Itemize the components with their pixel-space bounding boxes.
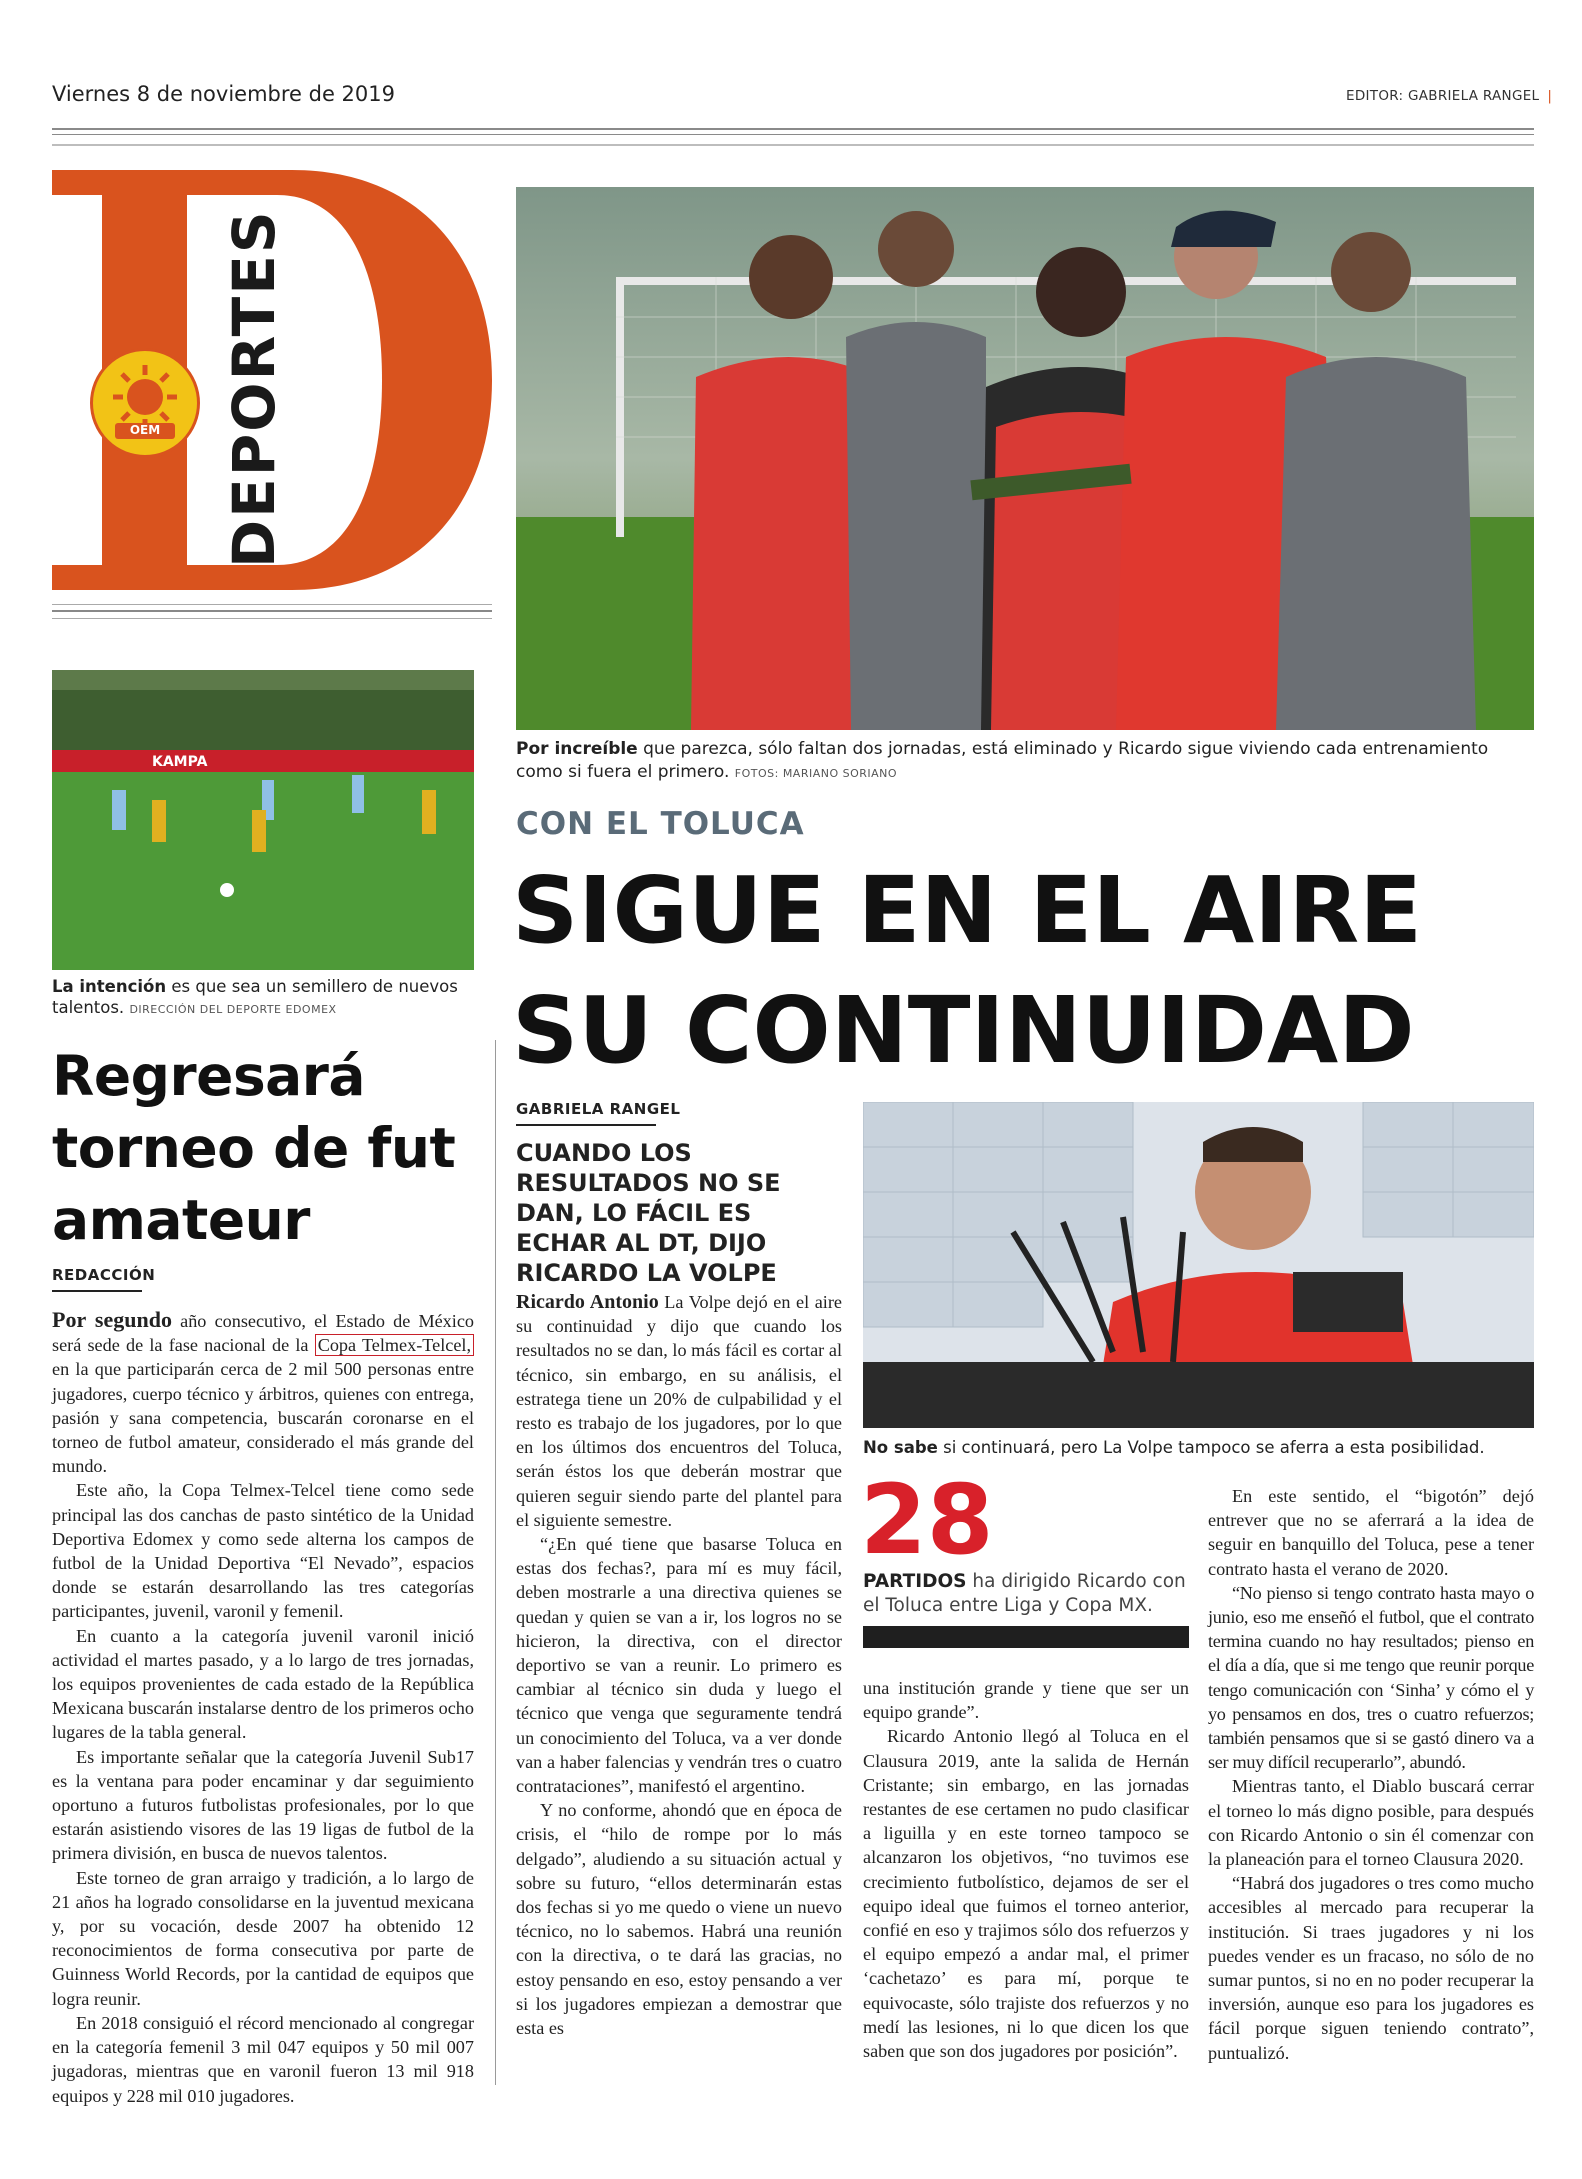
press-caption-bold: No sabe [863, 1438, 938, 1457]
press-photo-caption [863, 1436, 1534, 1459]
main-caption-text: que parezca, sólo faltan dos jornadas, está eliminado y Ricardo sigue viviendo cada entrenamiento como si fuera el primero. [516, 739, 1489, 782]
main-col2-paragraph-2: Ricardo Antonio llegó al Toluca en el Clausura 2019, ante la salida de Hernán Cristante; sin embargo, en las jornadas restantes de ese certamen no pudo clasificar a liguilla y en este torneo tampoco se alcanzaron los objetivos, “no tuvimos ese crecimiento futbolístico, dejamos de ser el equipo ideal que fuimos el torneo anterior, confié en eso y trajimos sólo dos refuerzos y el equipo empezó a andar mal, el primer ‘cachetazo’ es para mí, porque te equivocaste, sólo trajiste dos refuerzos y no medí las lesiones, ni lo que dicen los que saben que son dos jugadores por posición”. [863, 1726, 1189, 2062]
stat-bold: PARTIDOS [863, 1571, 967, 1592]
main-byline: GABRIELA RANGEL [516, 1100, 681, 1118]
amateur-photo-caption [52, 976, 482, 1020]
main-column-1 [516, 1290, 842, 2040]
main-col2-paragraph-1: una institución grande y tiene que ser un equipo grande”. [863, 1678, 1189, 1723]
main-paragraph-2: “¿En qué tiene que basarse Toluca en estas dos fechas?, para mí es muy fácil, deben mostrarle a una directiva quienes se quedan y quien se van a ir, los logros no se hicieron, la directiva, con el director deportivo se van a reunir. Lo primero es cambiar al técnico sin duda y luego el técnico que venga que seguramente tendrá un conocimiento del Toluca, va a ver donde van a haber falencias y vendrán tres o cuatro contrataciones”, manifestó el argentino. [516, 1534, 842, 1797]
main-col3-paragraph-3: Mientras tanto, el Diablo buscará cerrar el torneo lo más digno posible, para después con Ricardo Antonio o sin él comenzar con la planeación para el torneo Clausura 2020. [1208, 1776, 1534, 1870]
flag-rule-b [52, 610, 492, 612]
column-separator [495, 1040, 496, 2085]
header-rule-top [52, 128, 1534, 130]
amateur-paragraph-2: Este año, la Copa Telmex-Telcel tiene como sede principal las dos canchas de pasto sintético de la Unidad Deportiva Edomex y como sede alterna los campos de futbol de la Unidad Deportiva “El Nevado”, espacios donde se estarán desarrollando las tres categorías participantes, juvenil, varonil y femenil. [52, 1480, 474, 1622]
amateur-paragraph-1 [52, 1308, 474, 1478]
main-photo-credit: FOTOS: MARIANO SORIANO [734, 767, 898, 780]
section-name: DEPORTES [220, 209, 288, 568]
main-p1-text: La Volpe dejó en el aire su continuidad y dijo que cuando los resultados no se dan, lo más fácil es cortar al técnico, sin embargo, en su análisis, el estratega tiene un 20% de culpabilidad y el resto es trabajo de los jugadores, por lo que en los últimos dos encuentros del Toluca, serán éstos los que deberán mostrar que quieren seguir siendo parte del plantel para el siguiente semestre. [516, 1292, 842, 1530]
amateur-highlight-link: Copa Telmex-Telcel, [315, 1334, 474, 1356]
sun-emblem-icon [93, 351, 197, 455]
amateur-p1-b: en la que participarán cerca de 2 mil 500 personas entre jugadores, cuerpo técnico y árbitros, quienes con entrega, pasión y sana competencia, buscarán coronarse en el torneo de futbol amateur, considerado el más grande del mundo. [52, 1359, 474, 1477]
amateur-photo-credit: DIRECCIÓN DEL DEPORTE EDOMEX [129, 1003, 337, 1016]
main-col3-paragraph-4: “Habrá dos jugadores o tres como mucho accesibles al mercado para recuperar la institución. Si traes jugadores y ni los puedes vender es un fracaso, no sólo de no sumar puntos, si no en no poder recuperar la inversión, aunque eso para los jugadores es fácil porque siguen teniendo contrato”, puntualizó. [1208, 1873, 1534, 2063]
section-flag [52, 170, 492, 590]
amateur-paragraph-4: Es importante señalar que la categoría Juvenil Sub17 es la ventana para poder encaminar y dar seguimiento oportuno a futuros futbolistas profesionales, por lo que estarán asistiendo visores de las 19 ligas de futbol de la primera división, en busca de nuevos talentos. [52, 1746, 474, 1864]
main-column-2 [863, 1676, 1189, 2063]
amateur-p1-a: año consecutivo, el Estado de México será sede de la fase nacional de la [52, 1311, 474, 1356]
stat-bar [863, 1626, 1189, 1648]
main-caption-bold: Por increíble [516, 739, 638, 759]
amateur-body [52, 1308, 474, 2108]
press-photo-image [863, 1102, 1534, 1428]
amateur-photo [52, 670, 474, 970]
flag-rule-a [52, 604, 492, 605]
main-photo-training [516, 187, 1534, 730]
main-paragraph-3: Y no conforme, ahondó que en época de crisis, el “hilo de rompe por lo más delgado”, aludiendo a su situación actual y sobre su futuro, “ellos determinarán estas dos fechas si yo me quedo o viene un nuevo técnico, no lo sabemos. Habrá una reunión con la directiva, o te dará las gracias, no estoy pensando en eso, estoy pensando a ver si los jugadores empiezan a demostrar que esta es [516, 1800, 842, 2039]
main-lead: Ricardo Antonio [516, 1291, 659, 1313]
logo-text: OEM [129, 423, 161, 437]
stat-description: ha dirigido Ricardo con el Toluca entre Liga y Copa MX. [863, 1571, 1186, 1616]
section-logo [90, 348, 200, 458]
main-col3-paragraph-2: “No pienso si tengo contrato hasta mayo o junio, eso me enseñó el futbol, que el contrato termina cuando no hay resultados; pienso en el día a día, que si me tengo que reunir porque tengo comunicación con ‘Sinha’ y cómo el y yo pensamos en dos, tres o cuatro refuerzos; también pensamos que si se gastó dinero va a ser muy difícil recuperarlo”, abundó. [1208, 1582, 1534, 1773]
amateur-byline-underline [52, 1290, 142, 1292]
amateur-lead: Por segundo [52, 1307, 172, 1332]
main-photo-caption [516, 738, 1534, 785]
amateur-paragraph-5: Este torneo de gran arraigo y tradición, a lo largo de 21 años ha logrado consolidarse en la juventud mexicana y, por su vocación, desde 2007 ha obtenido 12 reconocimientos de forma consecutiva por parte de Guinness World Records, por la cantidad de equipos que logra reunir. [52, 1867, 474, 2009]
main-deck: CUANDO LOS RESULTADOS NO SE DAN, LO FÁCIL ES ECHAR AL DT, DIJO RICARDO LA VOLPE [516, 1139, 781, 1287]
amateur-headline: Regresará torneo de fut amateur [52, 1044, 456, 1252]
header-rule-bottom [52, 134, 1534, 135]
amateur-caption-text: es que sea un semillero de nuevos talentos. [52, 977, 458, 1017]
flag-rule-c [52, 618, 492, 619]
header-rule-third [52, 144, 1534, 146]
amateur-caption-bold: La intención [52, 977, 167, 996]
training-photo-image [516, 187, 1534, 730]
issue-date: Viernes 8 de noviembre de 2019 [52, 82, 395, 106]
main-kicker: CON EL TOLUCA [516, 806, 805, 842]
press-caption-text: si continuará, pero La Volpe tampoco se aferra a esta posibilidad. [937, 1438, 1485, 1457]
editor-credit: EDITOR: GABRIELA RANGEL | [1346, 88, 1553, 104]
press-conference-photo [863, 1102, 1534, 1428]
main-column-3 [1208, 1484, 1534, 2065]
amateur-paragraph-3: En cuanto a la categoría juvenil varonil inició actividad el martes pasado, y a lo largo de tres jornadas, los equipos provenientes de cada estado de la República Mexicana buscarán instalarse dentro de los primeros ocho lugares de la tabla general. [52, 1625, 474, 1743]
amateur-paragraph-6: En 2018 consiguió el récord mencionado al congregar en la categoría femenil 3 mil 047 equipos y 50 mil 007 jugadoras, mientras que en varonil fueron 13 mil 918 equipos y 228 mil 010 jugadores. [52, 2012, 474, 2106]
stat-number: 28 [860, 1464, 994, 1576]
amateur-byline: REDACCIÓN [52, 1266, 156, 1284]
main-byline-underline [516, 1124, 656, 1126]
main-paragraph-1 [516, 1290, 842, 1532]
svg-text:KAMPA: KAMPA [152, 754, 208, 770]
main-col3-paragraph-1: En este sentido, el “bigotón” dejó entrever que no se aferrará a la idea de seguir en banquillo del Toluca, pese a tener contrato hasta el verano de 2020. [1208, 1486, 1534, 1579]
stat-text [863, 1570, 1193, 1618]
main-headline-line-1: SIGUE EN EL AIRE [512, 857, 1423, 964]
editor-name: EDITOR: GABRIELA RANGEL [1346, 88, 1540, 104]
amateur-match-photo-image [52, 670, 474, 970]
main-headline-line-2: SU CONTINUIDAD [512, 977, 1415, 1084]
